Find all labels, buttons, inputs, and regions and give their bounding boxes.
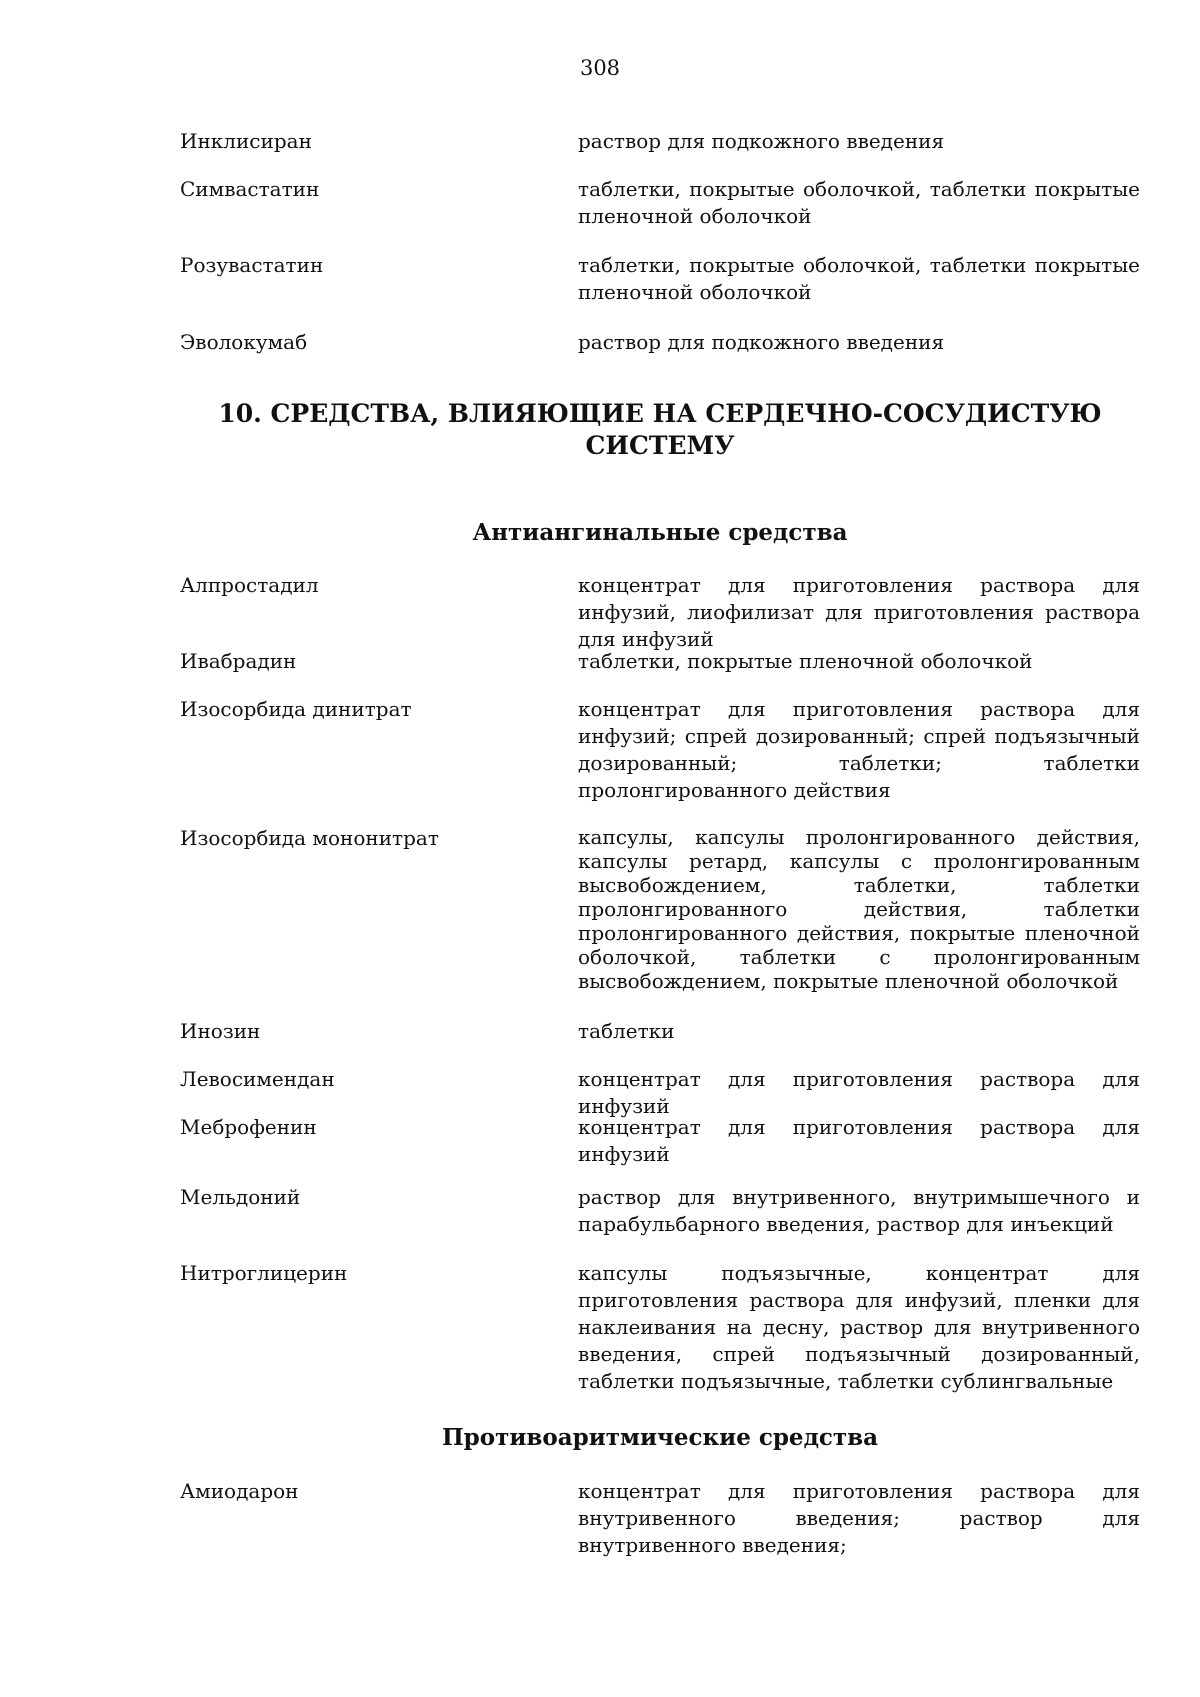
drug-form: раствор для внутривенного, внутримышечного и парабульбарного введения, раствор для инъекций <box>578 1185 1140 1236</box>
drug-name: Эволокумаб <box>180 330 308 354</box>
drug-name: Меброфенин <box>180 1115 317 1139</box>
drug-name: Изосорбида мононитрат <box>180 826 439 850</box>
drug-name: Симвастатин <box>180 177 320 201</box>
drug-form: таблетки, покрытые пленочной оболочкой <box>578 649 1033 673</box>
drug-form: таблетки <box>578 1019 675 1043</box>
drug-form: раствор для подкожного введения <box>578 330 945 354</box>
drug-name: Амиодарон <box>180 1479 299 1503</box>
drug-form: концентрат для приготовления раствора для внутривенного введения; раствор для внутривенного введения; <box>578 1479 1140 1557</box>
drug-name: Нитроглицерин <box>180 1261 348 1285</box>
drug-name: Алпростадил <box>180 573 319 597</box>
drug-name: Мельдоний <box>180 1185 301 1209</box>
drug-name: Изосорбида динитрат <box>180 697 412 721</box>
drug-form: концентрат для приготовления раствора для инфузий <box>578 1067 1140 1118</box>
drug-form: капсулы, капсулы пролонгированного действия, капсулы ретард, капсулы с пролонгированным высвобождением, таблетки, таблетки пролонгированного действия, таблетки пролонгированного действия, покрытые пленочной оболочкой, таблетки с пролонгированным высвобождением, покрытые пленочной оболочкой <box>578 825 1140 993</box>
drug-form: капсулы подъязычные, концентрат для приготовления раствора для инфузий, пленки для наклеивания на десну, раствор для внутривенного введения, спрей подъязычный дозированный, таблетки подъязычные, таблетки сублингвальные <box>578 1261 1140 1393</box>
drug-name: Розувастатин <box>180 253 324 277</box>
subheading-antiarrhythmic: Противоаритмические средства <box>441 1424 879 1451</box>
subheading-antianginal: Антиангинальные средства <box>472 519 848 546</box>
section-title: 10. СРЕДСТВА, ВЛИЯЮЩИЕ НА СЕРДЕЧНО-СОСУДИСТУЮ СИСТЕМУ <box>218 399 1102 460</box>
drug-form: концентрат для приготовления раствора для инфузий, лиофилизат для приготовления раствора для инфузий <box>578 573 1140 651</box>
drug-name: Левосимендан <box>180 1067 335 1091</box>
drug-name: Инозин <box>180 1019 261 1043</box>
page-number: 308 <box>579 56 621 80</box>
drug-form: таблетки, покрытые оболочкой, таблетки покрытые пленочной оболочкой <box>578 177 1140 228</box>
drug-form: таблетки, покрытые оболочкой, таблетки покрытые пленочной оболочкой <box>578 253 1140 304</box>
drug-name: Ивабрадин <box>180 649 297 673</box>
drug-form: концентрат для приготовления раствора для инфузий <box>578 1115 1140 1166</box>
drug-form: концентрат для приготовления раствора для инфузий; спрей дозированный; спрей подъязычный дозированный; таблетки; таблетки пролонгированного действия <box>578 697 1140 802</box>
drug-form: раствор для подкожного введения <box>578 129 945 153</box>
drug-name: Инклисиран <box>180 129 312 153</box>
